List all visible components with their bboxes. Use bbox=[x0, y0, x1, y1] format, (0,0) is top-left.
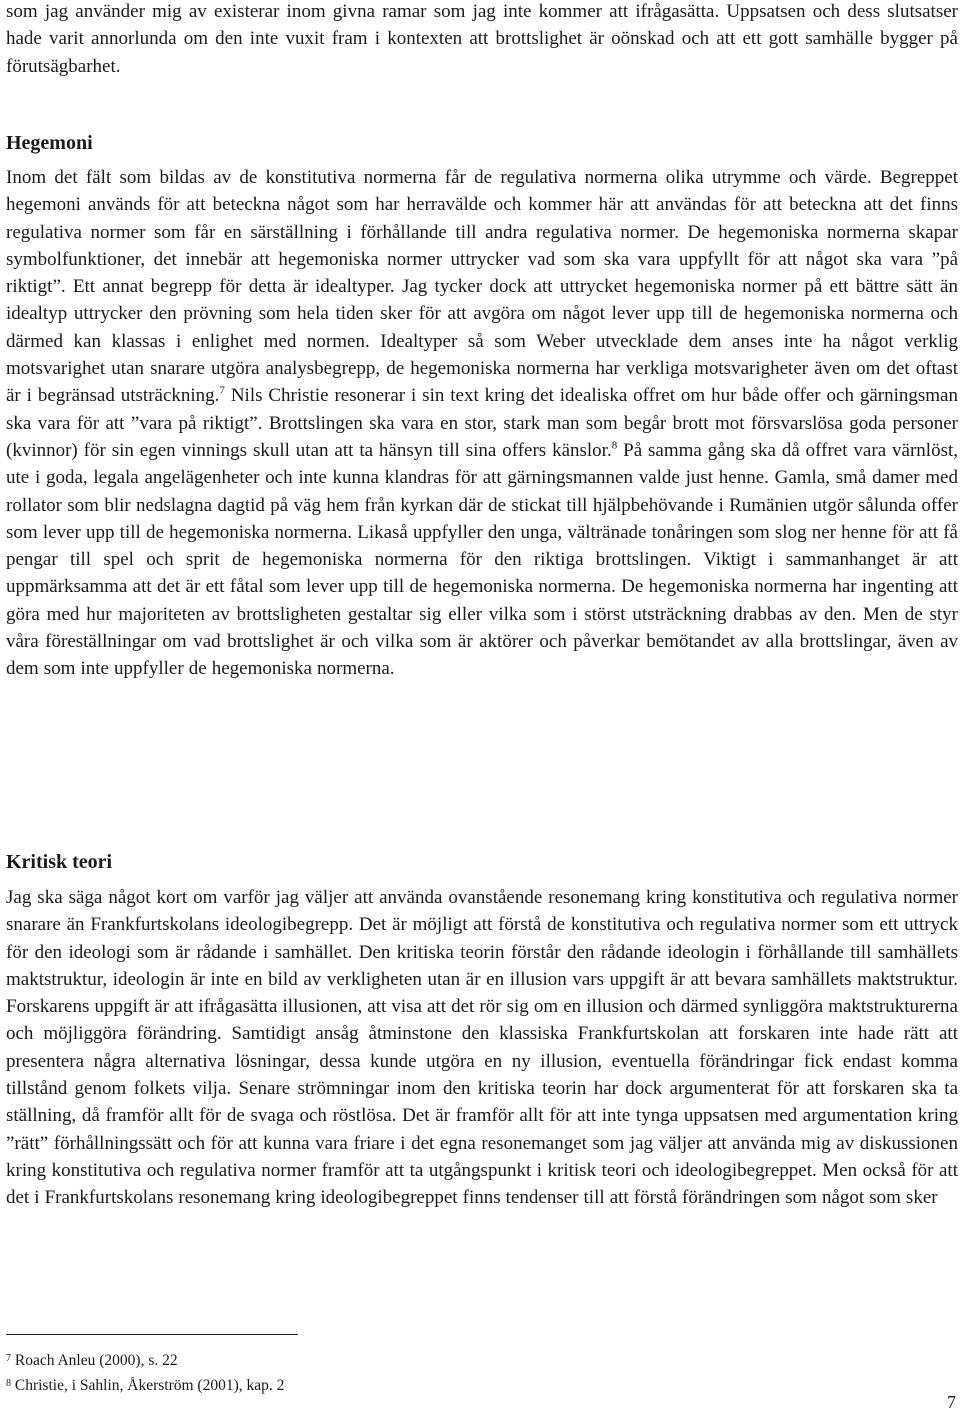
footnote-number: 8 bbox=[6, 1378, 11, 1389]
hegemoni-text-part-3: På samma gång ska då offret vara värnlöst, ute i goda, legala angelägenheter och inte kunna klandras för att gärningsmannen valde just henne. Gamla, små damer med rollator som blir nedslagna dagtid på väg hem från kyrkan där de stickat till hjälpbehövande i Rumänien utgör sålunda offer som lever upp till de hegemoniska normerna. Likaså uppfyller den unga, vältränade tonåringen som slog ner henne för att få pengar till spel och sprit de hegemoniska normerna för den riktiga brottslingen. Viktigt i sammanhanget är att uppmärksamma att det är ett fåtal som lever upp till de hegemoniska normerna. De hegemoniska normerna har ingenting att göra med hur majoriteten av brottsligheten gestaltar sig eller vilka som i störst utsträckning drabbas av den. Men de styr våra föreställningar om vad brottslighet är och vilka som är aktörer och påverkar bemötandet av alla brottslingar, även av dem som inte uppfyller de hegemoniska normerna. bbox=[6, 439, 958, 680]
footnote-number: 7 bbox=[6, 1353, 11, 1364]
footnote-8 bbox=[6, 1372, 284, 1397]
page-number: 7 bbox=[947, 1392, 956, 1412]
footnotes bbox=[6, 1347, 284, 1397]
footnote-ref-7[interactable]: 7 bbox=[219, 385, 225, 398]
hegemoni-text-part-1: Inom det fält som bildas av de konstitutiva normerna får de regulativa normerna olika utrymme och värde. Begreppet hegemoni används för att beteckna något som har herravälde och kommer här att användas för att beteckna att det finns regulativa normer som får en särställning i förhållande till andra regulativa normer. De hegemoniska normerna skapar symbolfunktioner, det innebär att hegemoniska normer uttrycker vad som ska vara uppfyllt för att något ska vara ”på riktigt”. Ett annat begrepp för detta är idealtyper. Jag tycker dock att uttrycket hegemoniska normer på ett bättre sätt än idealtyp uttrycker den prövning som hela tiden sker för att avgöra om något lever upp till de hegemoniska normerna och därmed kan klassas i enlighet med normen. Idealtyper så som Weber utvecklade dem anses inte ha något verklig motsvarighet utan snarare utgöra analysbegrepp, de hegemoniska normerna har verkliga motsvarigheter även om det oftast är i begränsad utsträckning. bbox=[6, 167, 958, 407]
footnote-separator bbox=[6, 1334, 298, 1335]
intro-paragraph: som jag använder mig av existerar inom givna ramar som jag inte kommer att ifrågasätta. Uppsatsen och dess slutsatser hade varit annorlunda om den inte vuxit fram i kontexten att brottslighet är oönskad och att ett gott samhälle bygger på förutsägbarhet. bbox=[6, 1, 958, 77]
kritisk-teori-paragraph: Jag ska säga något kort om varför jag väljer att använda ovanstående resonemang kring konstitutiva och regulativa normer snarare än Frankfurtskolans ideologibegrepp. Det är möjligt att förstå de konstitutiva och regulativa normer som ett uttryck för den ideologi som är rådande i samhället. Den kritiska teorin förstår den rådande ideologin i förhållande till samhällets maktstruktur, ideologin är inte en bild av verkligheten utan är en illusion vars uppgift är att bevara samhällets maktstruktur. Forskarens uppgift är att ifrågasätta illusionen, att visa att det rör sig om en illusion och därmed synliggöra maktstrukturerna och möjliggöra förändring. Samtidigt ansåg åtminstone den klassiska Frankfurtskolan att forskaren inte hade rätt att presentera några alternativa lösningar, dessa kunde utgöra en ny illusion, eventuella förändringar fick endast komma tillstånd genom folkets vilja. Senare strömningar inom den kritiska teorin har dock argumenterat för att forskaren ska ta ställning, då framför allt för de svaga och röstlösa. Det är framför allt för att inte tynga uppsatsen med argumentation kring ”rätt” förhållningssätt och för att kunna vara friare i det egna resonemanget som jag väljer att använda mig av diskussionen kring konstitutiva och regulativa normer framför att ta utgångspunkt i kritisk teori och ideologibegreppet. Men också för att det i Frankfurtskolans resonemang kring ideologibegreppet finns tendenser till att förstå förändringen som något som sker bbox=[6, 887, 958, 1209]
section-heading-hegemoni: Hegemoni bbox=[6, 132, 93, 154]
footnote-ref-8[interactable]: 8 bbox=[611, 439, 618, 452]
hegemoni-text-part-2: Nils Christie resonerar i sin text kring det idealiska offret om hur både offer och gärningsman ska vara för att ”vara på riktigt”. Brottslingen ska vara en stor, stark man som begår brott mot försvarslösa goda personer (kvinnor) för sin egen vinnings skull utan att ta hänsyn till sina offers känslor. bbox=[6, 385, 958, 461]
footnote-text: Christie, i Sahlin, Åkerström (2001), kap. 2 bbox=[14, 1377, 285, 1394]
footnote-text: Roach Anleu (2000), s. 22 bbox=[14, 1352, 178, 1369]
section-heading-kritisk-teori: Kritisk teori bbox=[6, 851, 113, 873]
footnote-7 bbox=[6, 1347, 284, 1372]
hegemoni-paragraph bbox=[6, 164, 958, 683]
